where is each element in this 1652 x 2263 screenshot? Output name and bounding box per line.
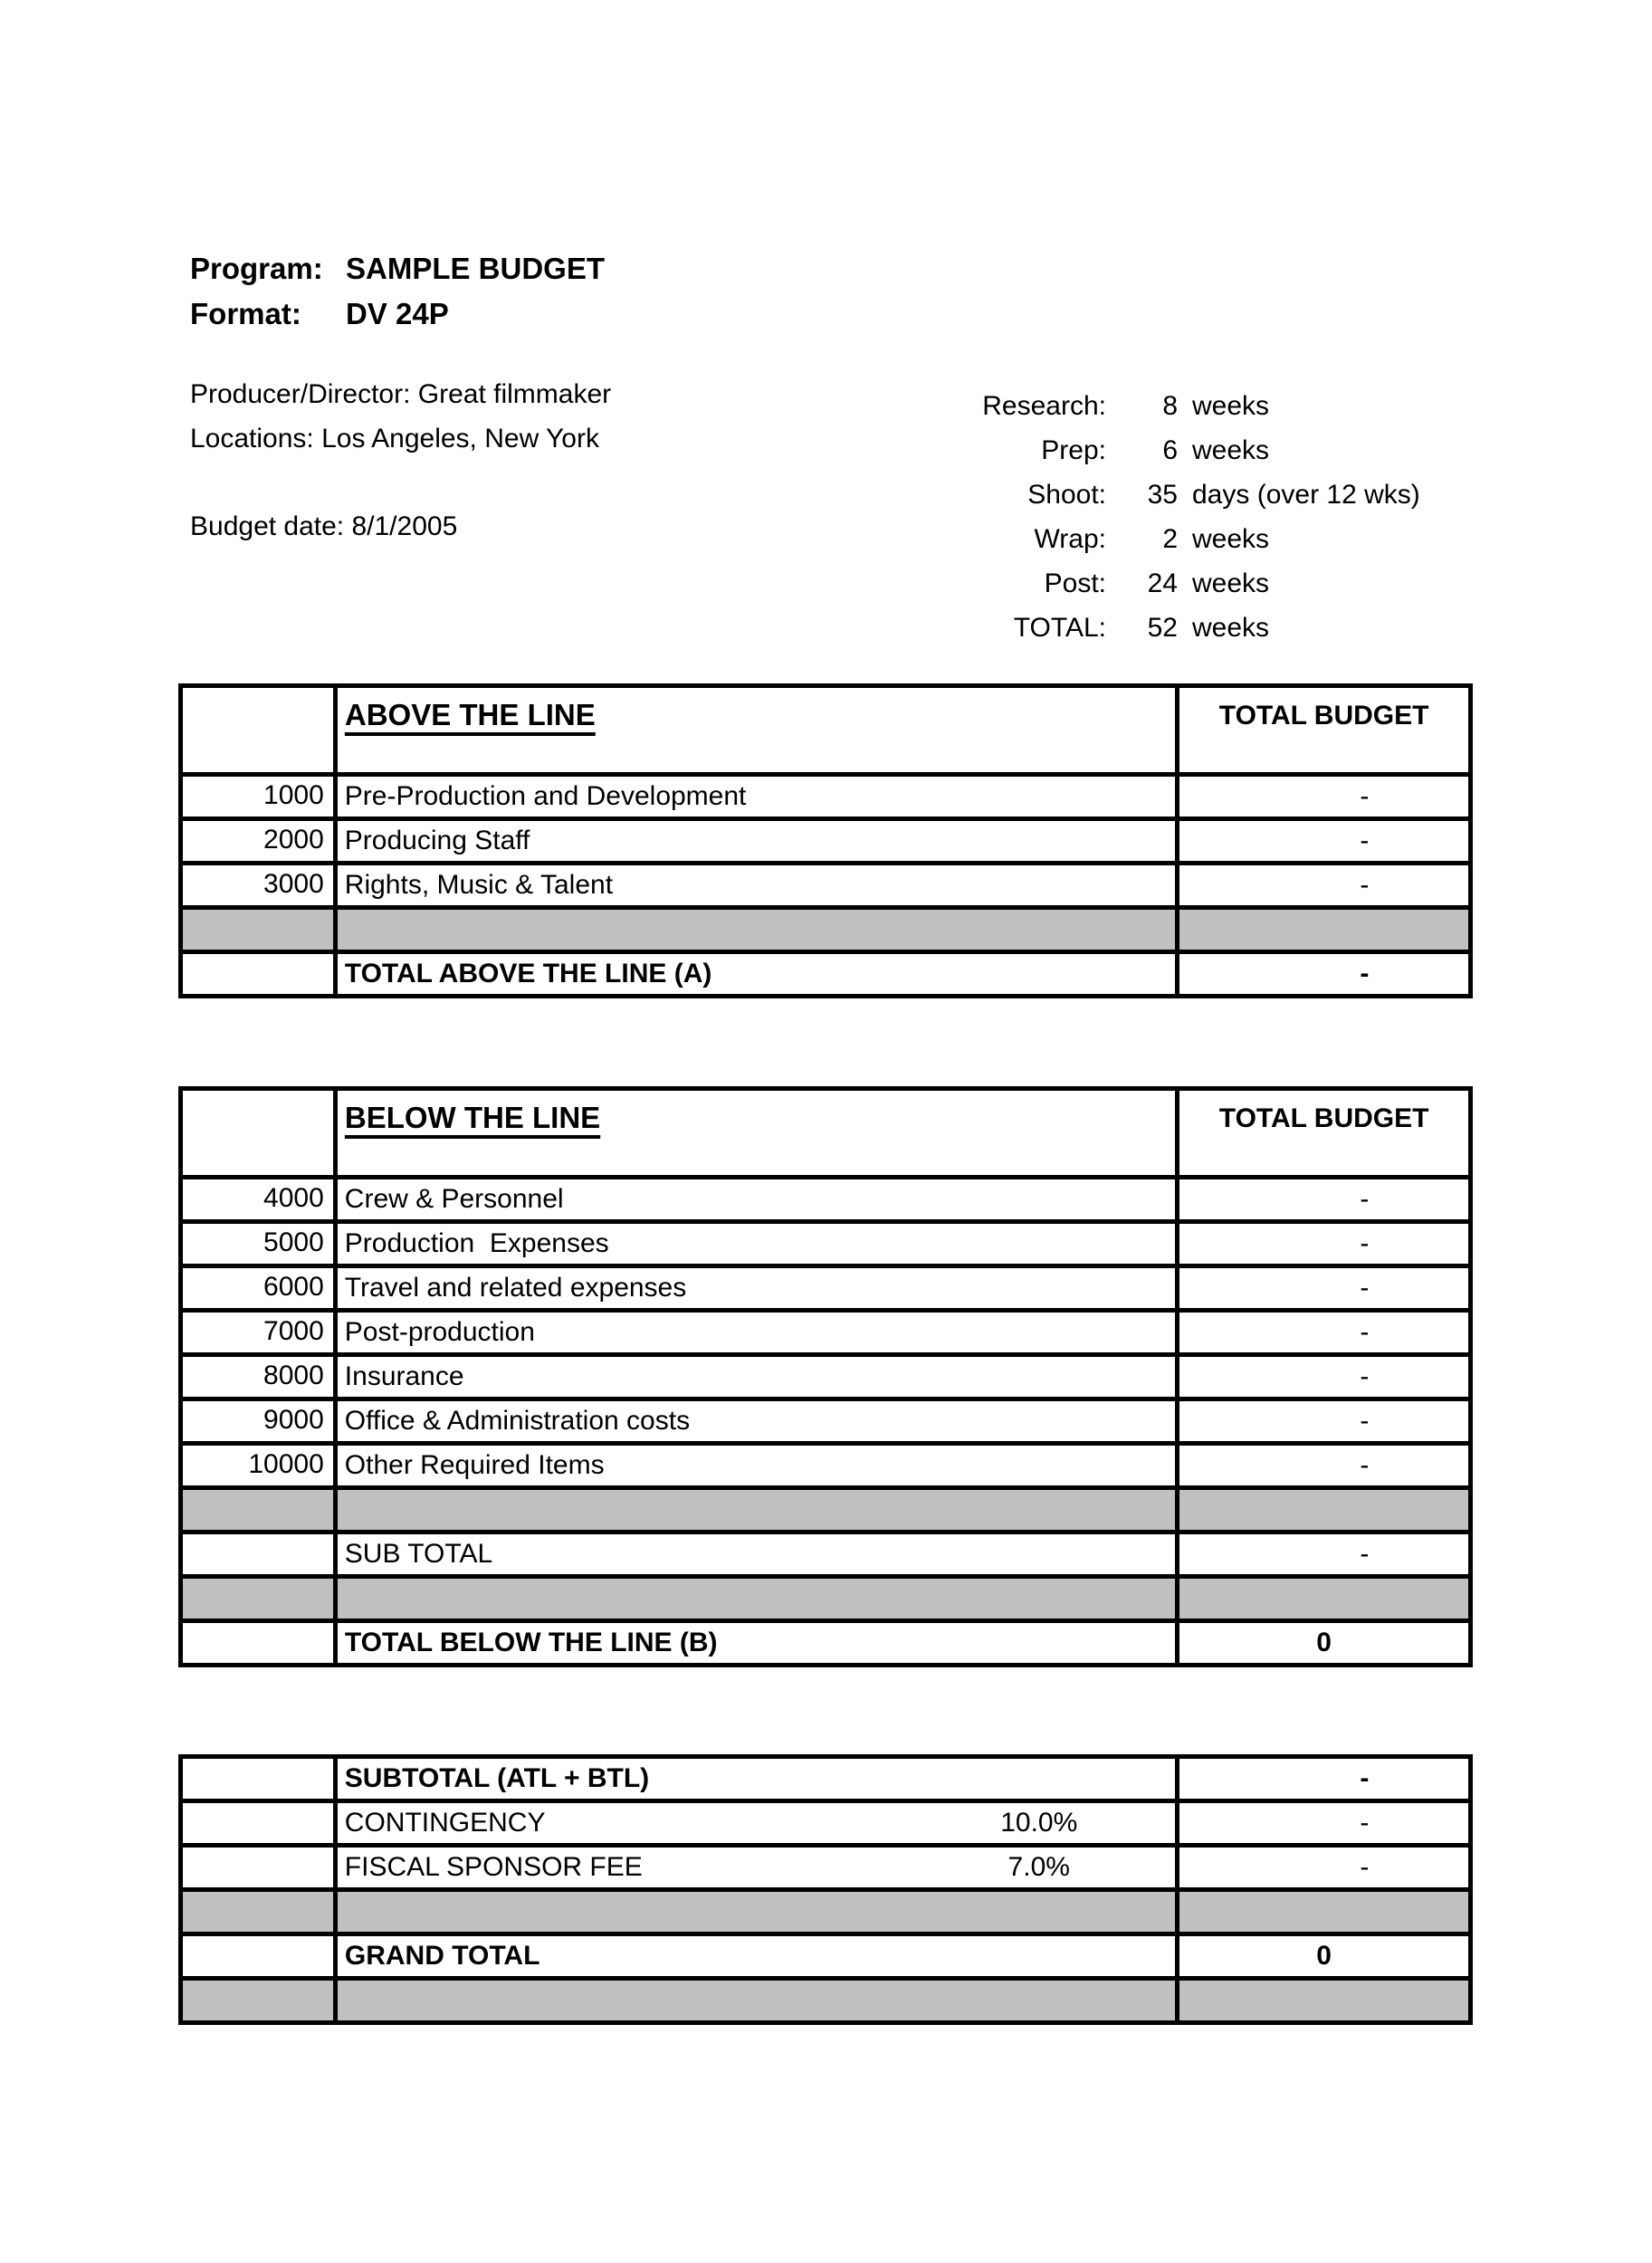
description-cell: Producing Staff [344,826,530,855]
budget-row [183,1932,1468,1976]
description-cell [338,1981,1175,2020]
budget-row [183,1759,1468,1799]
account-code-cell [183,1623,338,1663]
schedule-unit: weeks [1192,435,1270,465]
account-code-cell: 2000 [183,821,338,861]
spacer-row [183,1485,1468,1530]
schedule-value: 2 [1162,524,1178,554]
amount-cell [1175,1579,1468,1618]
amount-cell [1175,1981,1468,2020]
producer-line: Producer/Director: Great filmmaker [190,379,612,409]
spacer-row [183,905,1468,950]
description-cell: Travel and related expenses [344,1273,687,1303]
description-cell: CONTINGENCY 10.0% [338,1803,1175,1843]
budget-row [183,816,1468,861]
table-header-row [183,1091,1468,1175]
schedule-value: 6 [1162,435,1178,465]
format-row [190,291,605,337]
account-code-header-cell [183,1091,338,1175]
schedule-unit: weeks [1192,391,1270,421]
description-cell [338,1490,1175,1530]
account-code-cell [183,910,338,950]
schedule-unit: days (over 12 wks) [1192,480,1420,510]
table-header-row [183,688,1468,772]
account-code-cell: 3000 [183,865,338,905]
budget-row [183,772,1468,816]
total-budget-header-cell: TOTAL BUDGET [1175,688,1468,772]
format-value: DV 24P [346,297,449,330]
account-code-cell: 5000 [183,1224,338,1264]
budget-row [183,861,1468,905]
budget-row [183,1352,1468,1397]
budget-row [183,1175,1468,1219]
section-title: ABOVE THE LINE [344,698,596,731]
amount-cell: - [1175,821,1468,861]
amount-cell: 0 [1175,1623,1468,1663]
account-code-cell [183,1803,338,1843]
account-code-header-cell [183,688,338,772]
program-label: Program: [190,252,323,285]
account-code-cell: 1000 [183,777,338,816]
spacer-row [183,1976,1468,2020]
program-row [190,246,605,291]
amount-cell [1175,1892,1468,1932]
description-cell: SUB TOTAL [344,1539,493,1569]
description-cell: Office & Administration costs [344,1406,691,1436]
schedule-label: TOTAL: [1013,613,1106,643]
schedule-label: Shoot: [1027,480,1106,510]
schedule-unit: weeks [1192,613,1270,643]
account-code-cell [183,1892,338,1932]
description-cell: TOTAL ABOVE THE LINE (A) [344,959,712,988]
account-code-cell: 9000 [183,1401,338,1441]
budget-row [183,1618,1468,1663]
description-cell: FISCAL SPONSOR FEE 7.0% [338,1848,1175,1887]
schedule-value: 35 [1147,480,1178,510]
budget-row [183,1264,1468,1308]
percentage-value: 10.0% [1000,1808,1078,1838]
schedule-value: 8 [1162,391,1178,421]
account-code-cell: 10000 [183,1446,338,1485]
amount-cell: - [1175,954,1468,994]
budget-row [183,1219,1468,1264]
description-cell: GRAND TOTAL [344,1941,540,1971]
account-code-cell: 8000 [183,1357,338,1397]
account-code-cell [183,1981,338,2020]
amount-cell: - [1175,1224,1468,1264]
schedule-label: Wrap: [1034,524,1106,554]
program-value: SAMPLE BUDGET [346,252,606,285]
amount-cell: - [1175,1268,1468,1308]
schedule-unit: weeks [1192,568,1270,598]
amount-cell: - [1175,1534,1468,1574]
account-code-cell [183,1759,338,1799]
summary-table [178,1754,1473,2025]
account-code-cell [183,1534,338,1574]
schedule-value: 52 [1147,613,1178,643]
percentage-value: 7.0% [1007,1852,1070,1882]
schedule-row [905,384,1420,428]
amount-cell: - [1175,1179,1468,1219]
amount-cell [1175,1490,1468,1530]
account-code-cell [183,1936,338,1976]
amount-cell: - [1175,1357,1468,1397]
description-cell [338,1579,1175,1618]
schedule-row [905,473,1420,517]
spacer-row [183,1574,1468,1618]
spacer-row [183,1887,1468,1932]
amount-cell: 0 [1175,1936,1468,1976]
schedule-value: 24 [1147,568,1178,598]
description-cell: TOTAL BELOW THE LINE (B) [344,1628,718,1657]
account-code-cell [183,1848,338,1887]
description-cell: Production Expenses [344,1228,609,1258]
description-cell: Post-production [344,1317,535,1347]
description-cell: SUBTOTAL (ATL + BTL) [344,1763,650,1793]
above-the-line-table [178,683,1473,998]
description-cell: Rights, Music & Talent [344,870,614,900]
account-code-cell: 4000 [183,1179,338,1219]
budget-row [183,1441,1468,1485]
schedule-unit: weeks [1192,524,1270,554]
budget-row [183,1799,1468,1843]
account-code-cell [183,1579,338,1618]
description-cell: Pre-Production and Development [344,781,747,811]
budget-row [183,1530,1468,1574]
budget-date-line: Budget date: 8/1/2005 [190,511,458,541]
amount-cell: - [1175,1313,1468,1352]
amount-cell: - [1175,1446,1468,1485]
amount-cell: - [1175,1848,1468,1887]
schedule-label: Research: [982,391,1106,421]
amount-cell: - [1175,865,1468,905]
description-cell: Crew & Personnel [344,1184,564,1214]
account-code-cell [183,1490,338,1530]
format-label: Format: [190,297,301,330]
amount-cell: - [1175,1803,1468,1843]
schedule-row [905,606,1420,650]
budget-row [183,1397,1468,1441]
below-the-line-table [178,1086,1473,1667]
amount-cell: - [1175,1759,1468,1799]
budget-row [183,950,1468,994]
amount-cell: - [1175,1401,1468,1441]
schedule-row [905,561,1420,606]
budget-row [183,1843,1468,1887]
amount-cell [1175,910,1468,950]
section-title: BELOW THE LINE [344,1101,601,1134]
schedule-label: Prep: [1041,435,1106,465]
account-code-cell [183,954,338,994]
amount-cell: - [1175,777,1468,816]
schedule-row [905,517,1420,561]
locations-line: Locations: Los Angeles, New York [190,424,599,454]
schedule [905,384,1420,650]
budget-row [183,1308,1468,1352]
total-budget-header-cell: TOTAL BUDGET [1175,1091,1468,1175]
description-cell [338,910,1175,950]
section-title-cell [338,1091,1175,1175]
description-cell: Other Required Items [344,1450,605,1480]
account-code-cell: 6000 [183,1268,338,1308]
document-header [190,246,605,337]
section-title-cell [338,688,1175,772]
schedule-label: Post: [1044,568,1106,598]
description-cell: Insurance [344,1361,464,1391]
description-cell [338,1892,1175,1932]
schedule-row [905,428,1420,473]
account-code-cell: 7000 [183,1313,338,1352]
